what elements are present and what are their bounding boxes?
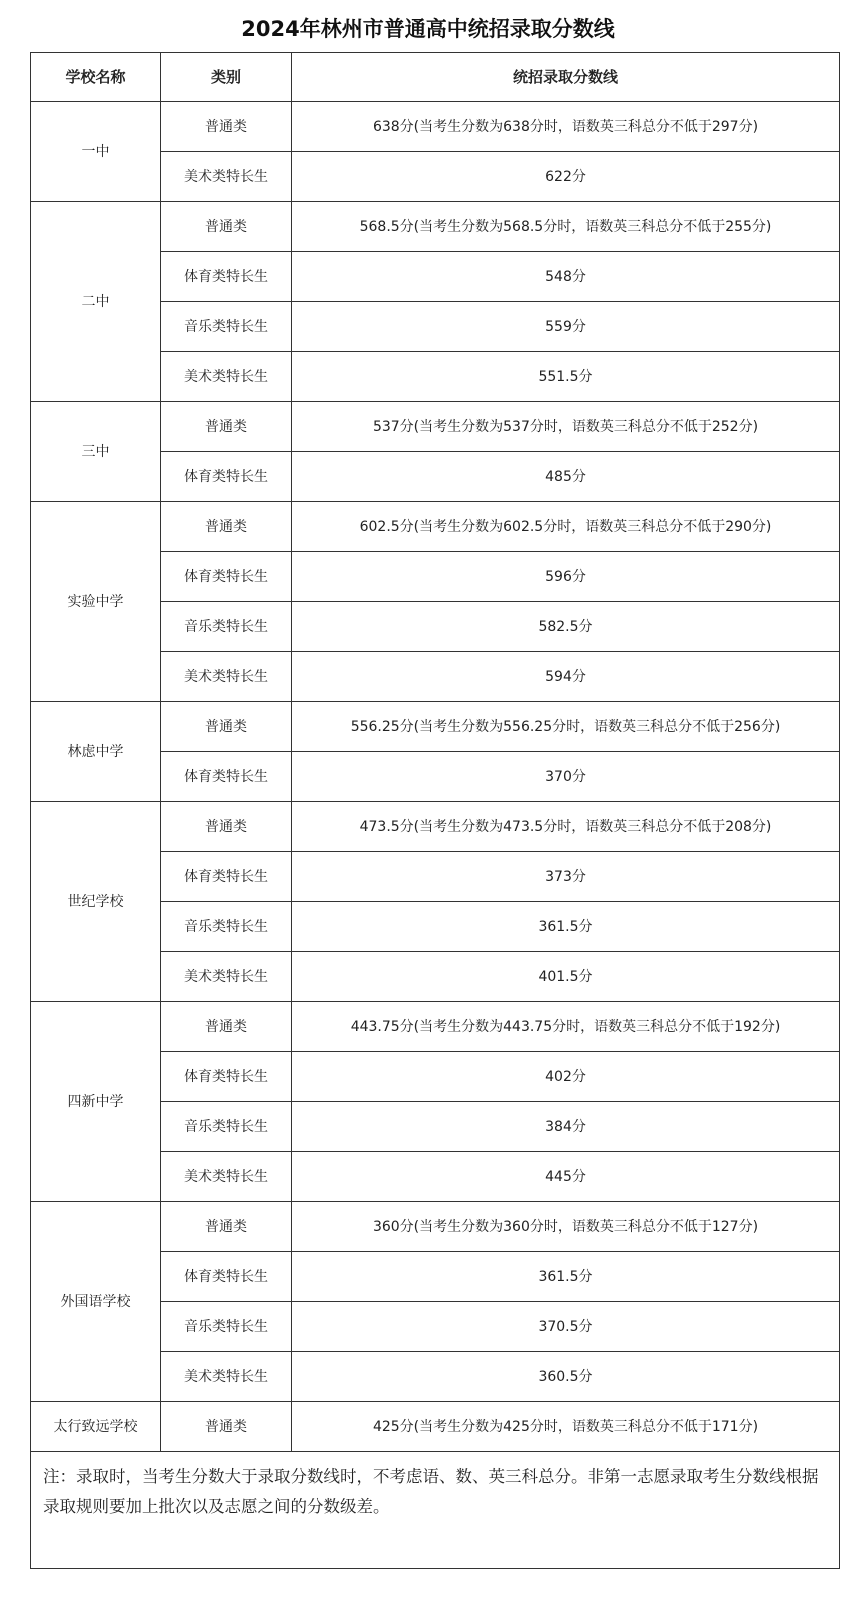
score-cell: 559分 — [292, 302, 840, 352]
table-row — [31, 702, 840, 752]
school-name-cell: 二中 — [31, 202, 161, 402]
table-row — [31, 1002, 840, 1052]
category-cell: 普通类 — [161, 1202, 292, 1252]
school-name-cell: 实验中学 — [31, 502, 161, 702]
score-cell: 402分 — [292, 1052, 840, 1102]
category-cell: 美术类特长生 — [161, 352, 292, 402]
table-row — [31, 202, 840, 252]
category-cell: 音乐类特长生 — [161, 602, 292, 652]
score-cell: 370.5分 — [292, 1302, 840, 1352]
score-cell: 537分(当考生分数为537分时，语数英三科总分不低于252分) — [292, 402, 840, 452]
header-category: 类别 — [161, 53, 292, 102]
category-cell: 美术类特长生 — [161, 1352, 292, 1402]
score-cell: 596分 — [292, 552, 840, 602]
score-cell: 443.75分(当考生分数为443.75分时，语数英三科总分不低于192分) — [292, 1002, 840, 1052]
category-cell: 体育类特长生 — [161, 252, 292, 302]
category-cell: 音乐类特长生 — [161, 302, 292, 352]
category-cell: 普通类 — [161, 202, 292, 252]
table-row — [31, 1402, 840, 1452]
score-cell: 473.5分(当考生分数为473.5分时，语数英三科总分不低于208分) — [292, 802, 840, 852]
score-cell: 360.5分 — [292, 1352, 840, 1402]
category-cell: 普通类 — [161, 102, 292, 152]
school-name-cell: 外国语学校 — [31, 1202, 161, 1402]
school-name-cell: 一中 — [31, 102, 161, 202]
footnote: 注：录取时，当考生分数大于录取分数线时，不考虑语、数、英三科总分。非第一志愿录取考生分数线根据录取规则要加上批次以及志愿之间的分数级差。 — [31, 1452, 840, 1569]
category-cell: 普通类 — [161, 402, 292, 452]
school-name-cell: 四新中学 — [31, 1002, 161, 1202]
score-cell: 485分 — [292, 452, 840, 502]
category-cell: 普通类 — [161, 502, 292, 552]
category-cell: 体育类特长生 — [161, 852, 292, 902]
table-row — [31, 502, 840, 552]
score-cell: 568.5分(当考生分数为568.5分时，语数英三科总分不低于255分) — [292, 202, 840, 252]
school-name-cell: 世纪学校 — [31, 802, 161, 1002]
table-row — [31, 802, 840, 852]
category-cell: 体育类特长生 — [161, 1052, 292, 1102]
score-cell: 582.5分 — [292, 602, 840, 652]
score-cell: 401.5分 — [292, 952, 840, 1002]
category-cell: 音乐类特长生 — [161, 1102, 292, 1152]
score-cell: 373分 — [292, 852, 840, 902]
category-cell: 体育类特长生 — [161, 552, 292, 602]
score-cell: 361.5分 — [292, 902, 840, 952]
score-cell: 445分 — [292, 1152, 840, 1202]
category-cell: 音乐类特长生 — [161, 902, 292, 952]
score-cell: 361.5分 — [292, 1252, 840, 1302]
category-cell: 普通类 — [161, 802, 292, 852]
score-cell: 360分(当考生分数为360分时，语数英三科总分不低于127分) — [292, 1202, 840, 1252]
score-cell: 594分 — [292, 652, 840, 702]
table-header-row — [31, 53, 840, 102]
category-cell: 普通类 — [161, 1002, 292, 1052]
category-cell: 体育类特长生 — [161, 752, 292, 802]
score-cell: 602.5分(当考生分数为602.5分时，语数英三科总分不低于290分) — [292, 502, 840, 552]
score-cell: 370分 — [292, 752, 840, 802]
table-body — [31, 102, 840, 1452]
category-cell: 普通类 — [161, 1402, 292, 1452]
score-cell: 622分 — [292, 152, 840, 202]
score-cell: 638分(当考生分数为638分时，语数英三科总分不低于297分) — [292, 102, 840, 152]
header-score: 统招录取分数线 — [292, 53, 840, 102]
school-name-cell: 三中 — [31, 402, 161, 502]
score-cell: 551.5分 — [292, 352, 840, 402]
category-cell: 普通类 — [161, 702, 292, 752]
category-cell: 美术类特长生 — [161, 952, 292, 1002]
table-row — [31, 102, 840, 152]
page-title: 2024年林州市普通高中统招录取分数线 — [241, 17, 615, 41]
score-cell: 425分(当考生分数为425分时，语数英三科总分不低于171分) — [292, 1402, 840, 1452]
table-row — [31, 1202, 840, 1252]
school-name-cell: 林虑中学 — [31, 702, 161, 802]
category-cell: 体育类特长生 — [161, 1252, 292, 1302]
school-name-cell: 太行致远学校 — [31, 1402, 161, 1452]
category-cell: 音乐类特长生 — [161, 1302, 292, 1352]
category-cell: 美术类特长生 — [161, 152, 292, 202]
category-cell: 美术类特长生 — [161, 1152, 292, 1202]
table-row — [31, 402, 840, 452]
header-school: 学校名称 — [31, 53, 161, 102]
score-cell: 556.25分(当考生分数为556.25分时，语数英三科总分不低于256分) — [292, 702, 840, 752]
note-row — [31, 1452, 840, 1569]
category-cell: 美术类特长生 — [161, 652, 292, 702]
score-table — [30, 52, 840, 1569]
score-cell: 384分 — [292, 1102, 840, 1152]
category-cell: 体育类特长生 — [161, 452, 292, 502]
score-cell: 548分 — [292, 252, 840, 302]
